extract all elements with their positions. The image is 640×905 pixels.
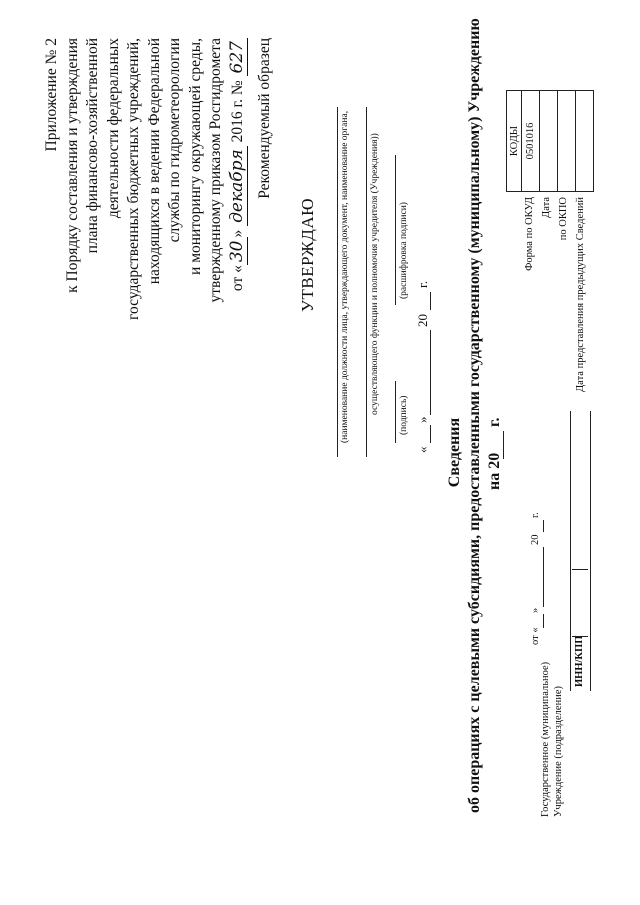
approve-title: УТВЕРЖДАЮ xyxy=(298,197,317,312)
order-day: 30 xyxy=(227,238,248,266)
appendix-line: государственных бюджетных учреждений, xyxy=(125,38,142,320)
heading-year-suffix: г. xyxy=(486,417,503,427)
inn-line xyxy=(590,411,591,691)
appendix-block xyxy=(42,38,248,368)
caption-functions: осуществляющего функции и полномочия учредителя (Учреждения)) xyxy=(370,133,380,415)
form-date-suffix: г. xyxy=(530,512,541,518)
inn-label: ИНН/КПП xyxy=(574,635,585,687)
order-mid: » xyxy=(228,229,246,238)
form-day-line xyxy=(543,614,544,628)
form-year-line xyxy=(543,520,544,532)
institution-line xyxy=(570,411,571,691)
codes-header: КОДЫ xyxy=(507,91,522,192)
appendix-line: Приложение № 2 xyxy=(43,38,60,152)
prev-date-label: Дата представления предыдущих Сведений xyxy=(575,197,586,392)
inn-divider xyxy=(572,636,588,637)
heading-title: Сведения xyxy=(446,417,463,488)
date-value xyxy=(540,91,558,192)
position-line xyxy=(337,107,338,457)
codes-table xyxy=(506,90,594,192)
okud-label: Форма по ОКУД xyxy=(524,197,535,271)
heading-subtitle: об операциях с целевыми субсидиями, предоставленными государственному (муниципальному) Учреждению xyxy=(466,18,483,813)
approve-day-line xyxy=(430,425,431,443)
appendix-line: и мониторингу окружающей среды, xyxy=(186,38,204,275)
functions-line xyxy=(366,107,367,457)
heading-year-prefix: на 20 xyxy=(486,452,503,490)
order-reference xyxy=(227,38,249,368)
okpo-label: по ОКПО xyxy=(558,197,569,241)
heading-year-line xyxy=(503,431,504,459)
appendix-line: находящихся в ведении Федеральной xyxy=(145,38,163,285)
order-number: 627 xyxy=(227,38,248,76)
institution-label-2: Учреждение (подразделение) xyxy=(553,686,564,817)
kpp-divider xyxy=(572,569,588,570)
approve-date-open: « xyxy=(415,446,430,453)
caption-position: (наименование должности лица, утверждающего документ, наименование органа, xyxy=(340,110,350,443)
okpo-value xyxy=(558,91,576,192)
approve-date-mid: » xyxy=(415,416,430,423)
appendix-line: службы по гидрометеорологии xyxy=(166,38,183,243)
form-date-open: от « xyxy=(530,627,541,645)
caption-decoding: (расшифровка подписи) xyxy=(399,202,409,299)
okud-value: 0501016 xyxy=(522,91,540,192)
date-label: Дата xyxy=(541,197,552,218)
approve-date-year: 20 xyxy=(415,314,430,327)
recommended-sample: Рекомендуемый образец xyxy=(256,38,273,199)
form-date-mid: » xyxy=(530,607,541,613)
signature-line xyxy=(395,381,396,443)
approve-date-suffix: г. xyxy=(415,280,430,288)
appendix-line: плана финансово-хозяйственной xyxy=(84,38,101,254)
appendix-line: к Порядку составления и утверждения xyxy=(63,38,81,293)
order-year: 2016 г. № xyxy=(228,80,246,143)
form-month-line xyxy=(543,547,544,607)
appendix-line: деятельности федеральных xyxy=(104,38,122,219)
caption-signature: (подпись) xyxy=(399,395,409,435)
approve-year-line xyxy=(430,292,431,310)
order-month: декабря xyxy=(227,146,248,226)
prev-date-value xyxy=(576,91,594,192)
approve-month-line xyxy=(430,330,431,415)
form-date-year: 20 xyxy=(530,534,541,545)
appendix-line: утвержденному приказом Росгидромета xyxy=(207,38,224,303)
decoding-line xyxy=(395,155,396,305)
institution-label-1: Государственное (муниципальное) xyxy=(540,661,551,817)
order-prefix: от « xyxy=(228,265,246,292)
